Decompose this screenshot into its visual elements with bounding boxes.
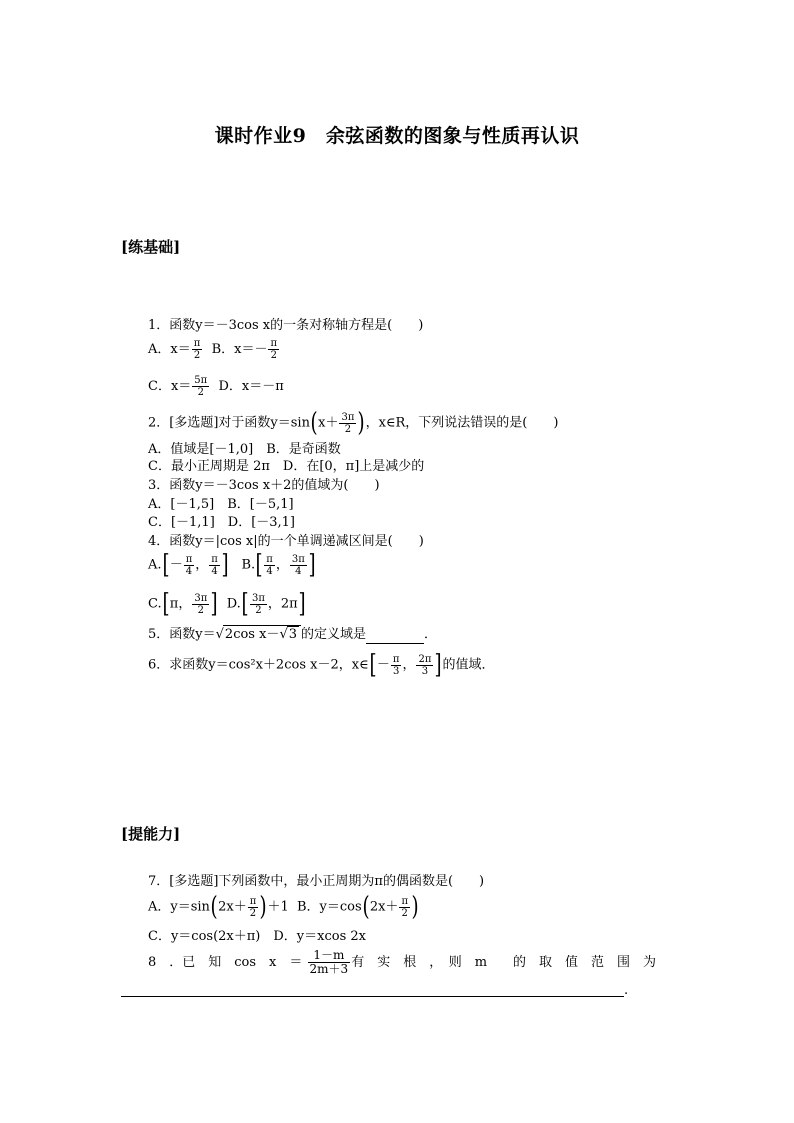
- q2-stem-pre: 2．[多选题]对于函数y＝sin: [148, 415, 310, 431]
- q2-options-ab: A．值域是[－1,0] B．是奇函数: [148, 442, 341, 457]
- left-paren: (: [210, 892, 218, 922]
- two-x-plus: 2x＋: [218, 899, 247, 915]
- pi-over-2: $\frac{\pi}{2}$: [270, 338, 278, 361]
- left-bracket: [: [369, 650, 377, 680]
- radicand: 2cos x－: [224, 627, 280, 642]
- q8-fraction: $\frac{1-m}{2m+3}$: [309, 948, 349, 976]
- q1-option-c: C．x＝: [148, 379, 192, 394]
- q7-stem: 7．[多选题]下列函数中，最小正周期为π的偶函数是( ): [148, 874, 485, 889]
- comma: ，: [267, 596, 281, 612]
- right-bracket: ]: [210, 589, 218, 619]
- q6-line: [148, 652, 495, 678]
- q4-option-d: D.: [226, 596, 241, 612]
- q2-stem-post: ，x∈R，下列说法错误的是( ): [365, 415, 559, 431]
- 3pi-over-2: $\frac{3\pi}{2}$: [194, 592, 208, 616]
- sqrt-three: 3: [288, 627, 298, 642]
- q5-answer-blank[interactable]: [366, 627, 424, 644]
- q4-option-a: A.: [148, 557, 162, 573]
- q2-stem: [148, 410, 558, 436]
- q3-stem: 3．函数y＝－3cos x＋2的值域为( ): [148, 478, 380, 493]
- pi-over-2: $\frac{\pi}{2}$: [193, 338, 201, 361]
- pi-over-4: $\frac{\pi}{4}$: [211, 553, 218, 577]
- 3pi-over-4: $\frac{3\pi}{4}$: [291, 553, 305, 577]
- sqrt-expression: 2cos x－√3: [223, 625, 301, 643]
- left-bracket: [: [162, 550, 170, 580]
- q7-options-cd: C．y＝cos(2x＋π) D．y＝xcos 2x: [148, 929, 366, 944]
- minus: －: [376, 657, 390, 673]
- 2pi-over-3: $\frac{2\pi}{3}$: [418, 653, 432, 677]
- q8-line: [148, 949, 656, 976]
- section-ability: [提能力]: [121, 825, 181, 843]
- page-title: 课时作业9 余弦函数的图象与性质再认识: [214, 125, 580, 147]
- q8-period: .: [624, 983, 629, 998]
- q5-pre: 5．函数y＝: [148, 627, 216, 642]
- right-bracket: ]: [434, 650, 443, 680]
- 3pi-over-2: $\frac{3\pi}{2}$: [341, 411, 355, 435]
- comma: ，: [275, 557, 289, 573]
- q1-options-cd: [148, 375, 284, 398]
- q3-options-ab: A．[－1,5] B．[－5,1]: [148, 497, 294, 512]
- comma: ，: [178, 596, 192, 612]
- pi-over-2: $\frac{\pi}{2}$: [249, 895, 257, 919]
- q1-option-b: B．x＝－: [211, 342, 268, 357]
- q6-post: 的值域．: [442, 657, 495, 673]
- q1-options-ab: [148, 338, 280, 361]
- q4-options-cd: [148, 591, 306, 617]
- q4-option-b: B.: [241, 557, 256, 573]
- right-paren: ): [411, 892, 419, 922]
- 3pi-over-2: $\frac{3\pi}{2}$: [251, 592, 265, 616]
- pi-over-4: $\frac{\pi}{4}$: [266, 553, 273, 577]
- pi: π: [169, 596, 179, 612]
- x-plus: x＋: [318, 415, 339, 431]
- pi-over-2: $\frac{\pi}{2}$: [401, 895, 409, 919]
- q7-options-ab: [148, 894, 419, 920]
- left-bracket: [: [241, 589, 249, 619]
- right-paren: ): [357, 408, 366, 438]
- pi-over-4: $\frac{\pi}{4}$: [185, 553, 193, 577]
- q5-line: 5．函数y＝√2cos x－√3 的定义域是 ．: [148, 627, 438, 642]
- right-bracket: ]: [298, 589, 306, 619]
- right-bracket: ]: [221, 550, 229, 580]
- minus: －: [169, 557, 183, 573]
- q1-option-a: A．x＝: [148, 342, 191, 357]
- q8-pre: 8 ．已 知 cos x ＝: [148, 955, 303, 970]
- two-pi: 2π: [280, 596, 298, 612]
- q5-post: 的定义域是: [301, 627, 367, 642]
- q8-answer-blank[interactable]: [121, 996, 624, 997]
- q7-option-b: B．y＝cos: [296, 899, 362, 915]
- 5pi-over-2: $\frac{5\pi}{2}$: [194, 375, 208, 398]
- q7-option-a: A．y＝sin: [148, 899, 210, 915]
- left-bracket: [: [255, 550, 263, 580]
- q3-options-cd: C．[－1,1] D．[－3,1]: [148, 515, 296, 530]
- q4-option-c: C.: [148, 596, 162, 612]
- q2-options-cd: C．最小正周期是 2π D．在[0，π]上是减少的: [148, 459, 425, 474]
- q1-stem: 1．函数y＝－3cos x的一条对称轴方程是( ): [148, 318, 424, 333]
- left-paren: (: [362, 892, 370, 922]
- plus-one: ＋1: [267, 899, 289, 915]
- period: ．: [424, 627, 438, 642]
- q4-options-ab: [148, 552, 316, 578]
- left-paren: (: [310, 408, 318, 438]
- q1-option-d: D．x＝－π: [218, 379, 284, 394]
- two-x-plus: 2x＋: [369, 899, 399, 915]
- right-bracket: ]: [308, 550, 316, 580]
- section-basic: [练基础]: [121, 238, 181, 256]
- comma: ，: [402, 657, 416, 673]
- comma: ，: [195, 557, 209, 573]
- q6-pre: 6．求函数y＝cos²x＋2cos x－2，x∈: [148, 657, 369, 673]
- q8-post: 有 实 根 ， 则 m 的 取 值 范 围 为: [351, 955, 657, 970]
- q4-stem: 4．函数y＝|cos x|的一个单调递减区间是( ): [148, 534, 424, 549]
- left-bracket: [: [162, 589, 170, 619]
- pi-over-3: $\frac{\pi}{3}$: [392, 653, 400, 677]
- right-paren: ): [259, 892, 267, 922]
